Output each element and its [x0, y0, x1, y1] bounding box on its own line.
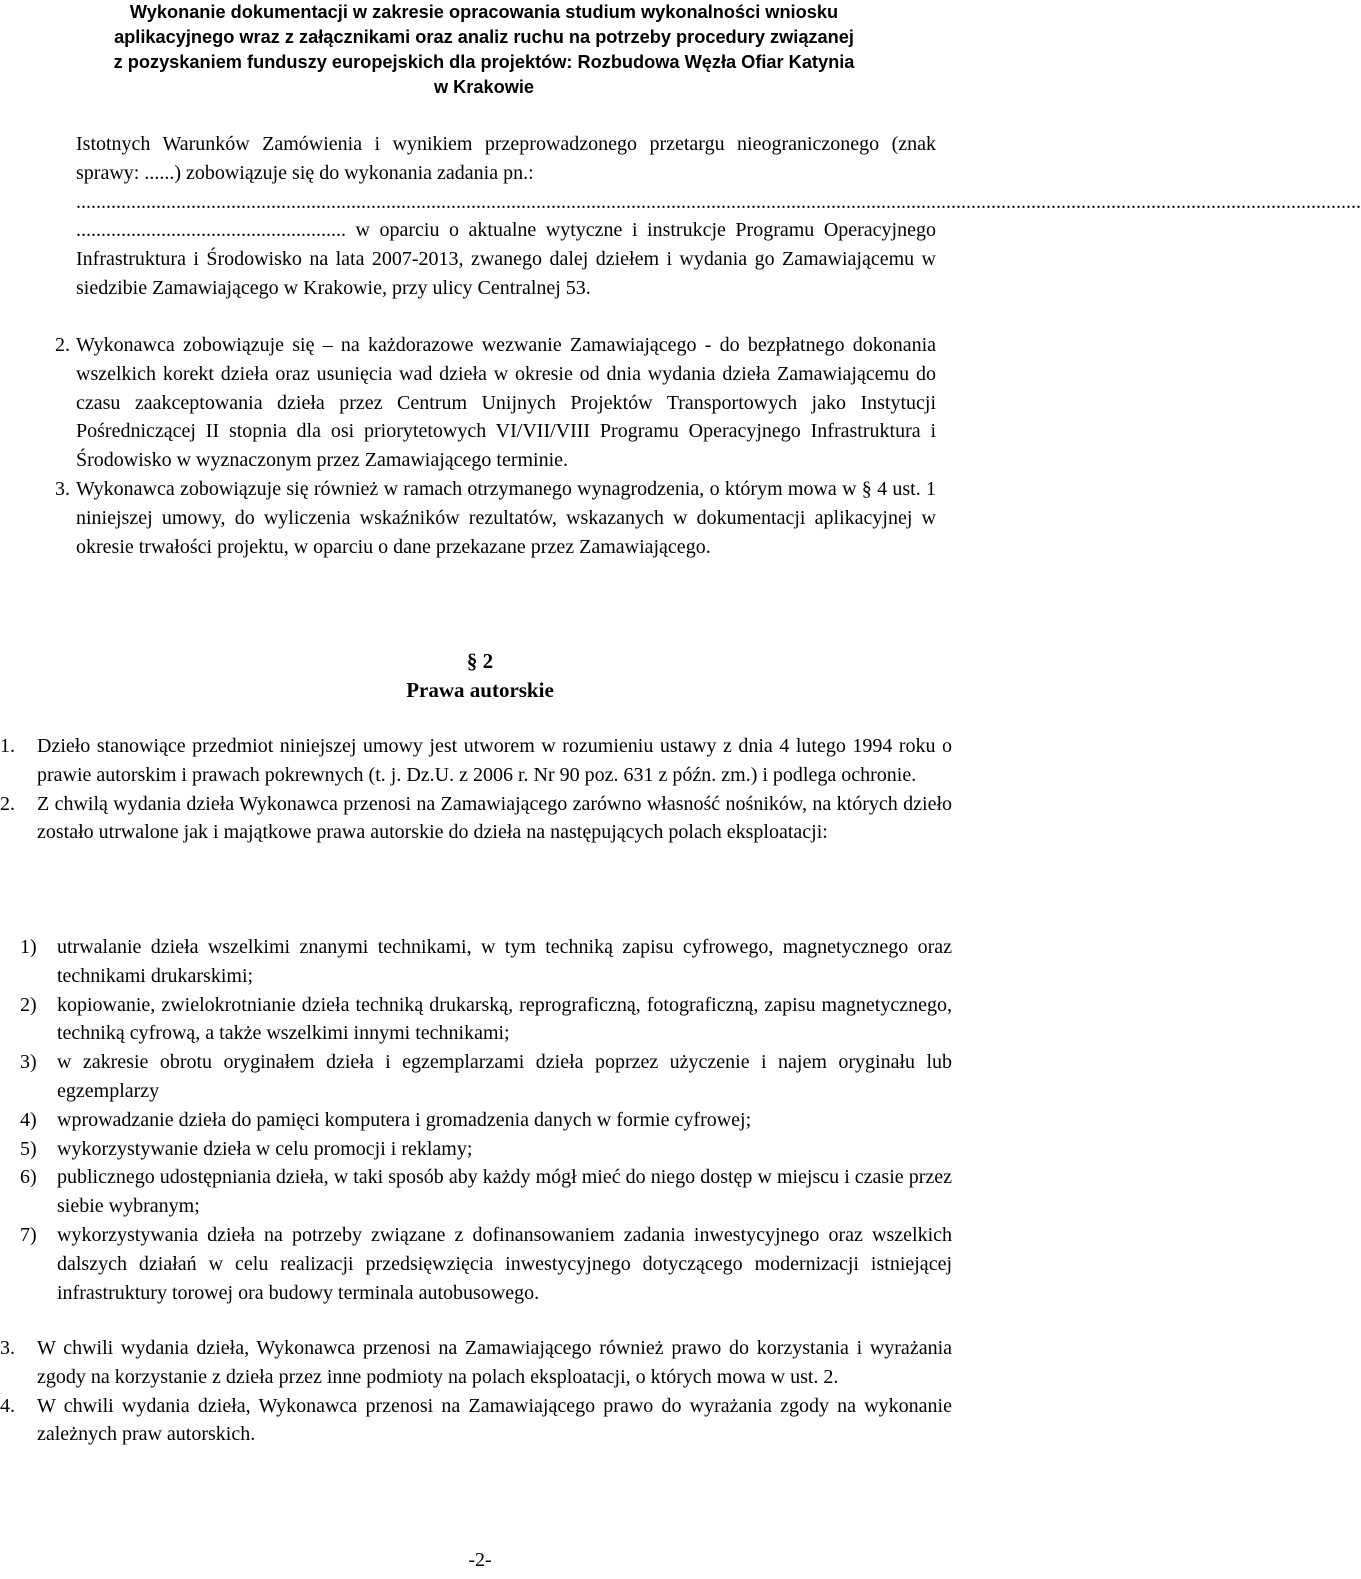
- list-item: [55, 475, 936, 561]
- header-line-1: Wykonanie dokumentacji w zakresie opracowania studium wykonalności wniosku: [129, 2, 839, 22]
- list-item: [20, 991, 952, 1049]
- item-number: 1.: [0, 735, 15, 757]
- item-number: 3.: [55, 477, 70, 500]
- list-item: [20, 933, 952, 991]
- list-item: [20, 1221, 952, 1307]
- item-text: wykorzystywania dzieła na potrzeby związane z dofinansowaniem zadania inwestycyjnego oraz wszelkich dalszych działań w celu realizacji przedsięwzięcia inwestycyjnego dotyczącego modernizacji istniejącej infrastruktury torowej ora budowy terminala autobusowego.: [57, 1223, 952, 1304]
- item-text: wprowadzanie dzieła do pamięci komputera i gromadzenia danych w formie cyfrowej;: [57, 1108, 752, 1131]
- item-text: kopiowanie, zwielokrotnianie dzieła techniką drukarską, reprograficzną, fotograficzną, zapisu magnetycznego, techniką cyfrową, a także wszelkimi innymi technikami;: [57, 993, 952, 1045]
- list-item: [55, 331, 936, 475]
- item-text: utrwalanie dzieła wszelkimi znanymi technikami, w tym techniką zapisu cyfrowego, magnetycznego oraz technikami drukarskimi;: [57, 936, 952, 987]
- item-text: W chwili wydania dzieła, Wykonawca przenosi na Zamawiającego również prawo do korzystania i wyrażania zgody na korzystanie z dzieła przez inne podmioty na polach eksploatacji, o których mowa w ust. 2.: [37, 1337, 952, 1388]
- intro-text-2: ...................................................... w oparciu o aktualne wytyczne i instrukcje Programu Operacyjnego Infrastruktura i Środowisko na lata 2007-2013, zwanego dalej dziełem i wydania go Zamawiającemu w siedzibie Zamawiającego w Krakowie, przy ulicy Centralnej 53.: [76, 219, 936, 299]
- list-item: [0, 1392, 952, 1450]
- item-number: 4): [20, 1108, 37, 1131]
- section-number: § 2: [466, 649, 494, 673]
- item-text: Wykonawca zobowiązuje się również w ramach otrzymanego wynagrodzenia, o którym mowa w § 4 ust. 1 niniejszej umowy, do wyliczenia wskaźników rezultatów, wskazanych w dokumentacji aplikacyjnej w okresie trwałości projektu, w oparciu o dane przekazane przez Zamawiającego.: [76, 477, 936, 558]
- item-number: 3): [20, 1051, 37, 1074]
- item-text: Wykonawca zobowiązuje się – na każdorazowe wezwanie Zamawiającego - do bezpłatnego dokonania wszelkich korekt dzieła oraz usunięcia wad dzieła w okresie od dnia wydania dzieła Zamawiającemu do czasu zaakceptowania dzieła przez Centrum Unijnych Projektów Transportowych jako Instytucji Pośredniczącej II stopnia dla osi priorytetowych VI/VII/VIII Programu Operacyjnego Infrastruktura i Środowisko w wyznaczonym przez Zamawiającego terminie.: [76, 334, 936, 472]
- list-item: [20, 1106, 952, 1135]
- item-number: 2.: [55, 334, 70, 356]
- list-item: [20, 1163, 952, 1221]
- item-text: w zakresie obrotu oryginałem dzieła i egzemplarzami dzieła poprzez użyczenie i najem oryginału lub egzemplarzy: [57, 1051, 952, 1102]
- item-text: Z chwilą wydania dzieła Wykonawca przenosi na Zamawiającego zarówno własność nośników, na których dzieło zostało utrwalone jak i majątkowe prawa autorskie do dzieła na następujących polach eksploatacji:: [37, 792, 952, 844]
- item-number: 7): [20, 1223, 37, 1246]
- intro-text-1: Istotnych Warunków Zamówienia i wynikiem przeprowadzonego przetargu nieograniczonego (znak sprawy: ......) zobowiązuje się do wykonania zadania pn.:: [76, 133, 936, 184]
- header-line-4: w Krakowie: [433, 77, 535, 97]
- item-text: wykorzystywanie dzieła w celu promocji i reklamy;: [57, 1137, 473, 1160]
- item-text: W chwili wydania dzieła, Wykonawca przenosi na Zamawiającego prawo do wyrażania zgody na wykonanie zależnych praw autorskich.: [37, 1394, 952, 1446]
- item-number: 4.: [0, 1394, 15, 1417]
- exploitation-fields-list: [20, 933, 952, 1307]
- document-header: [64, 0, 904, 100]
- intro-paragraph: [76, 130, 1361, 303]
- item-number: 2): [20, 993, 37, 1016]
- intro-dots: .................................................................................................................................................................................................................................................................: [76, 190, 1361, 213]
- list-item: [0, 732, 952, 790]
- section1-list: [55, 331, 936, 561]
- item-number: 2.: [0, 792, 15, 815]
- section-title: Prawa autorskie: [406, 678, 554, 702]
- header-line-3: z pozyskaniem funduszy europejskich dla projektów: Rozbudowa Węzła Ofiar Katynia: [113, 52, 855, 72]
- item-number: 3.: [0, 1337, 15, 1359]
- item-text: Dzieło stanowiące przedmiot niniejszej umowy jest utworem w rozumieniu ustawy z dnia 4 lutego 1994 roku o prawie autorskim i prawach pokrewnych (t. j. Dz.U. z 2006 r. Nr 90 poz. 631 z późn. zm.) i podlega ochronie.: [37, 735, 952, 786]
- section2-list-b: [0, 1334, 952, 1449]
- item-text: publicznego udostępniania dzieła, w taki sposób aby każdy mógł mieć do niego dostęp w miejscu i czasie przez siebie wybranym;: [57, 1166, 952, 1218]
- list-item: [20, 1048, 952, 1106]
- list-item: [0, 790, 952, 848]
- list-item: [0, 1334, 952, 1392]
- section2-list-a: [0, 732, 952, 847]
- page-number: -2-: [468, 1549, 492, 1571]
- item-number: 5): [20, 1137, 37, 1160]
- list-item: [20, 1135, 952, 1164]
- header-line-2: aplikacyjnego wraz z załącznikami oraz analiz ruchu na potrzeby procedury związanej: [114, 27, 854, 47]
- item-number: 6): [20, 1166, 37, 1189]
- item-number: 1): [20, 936, 37, 958]
